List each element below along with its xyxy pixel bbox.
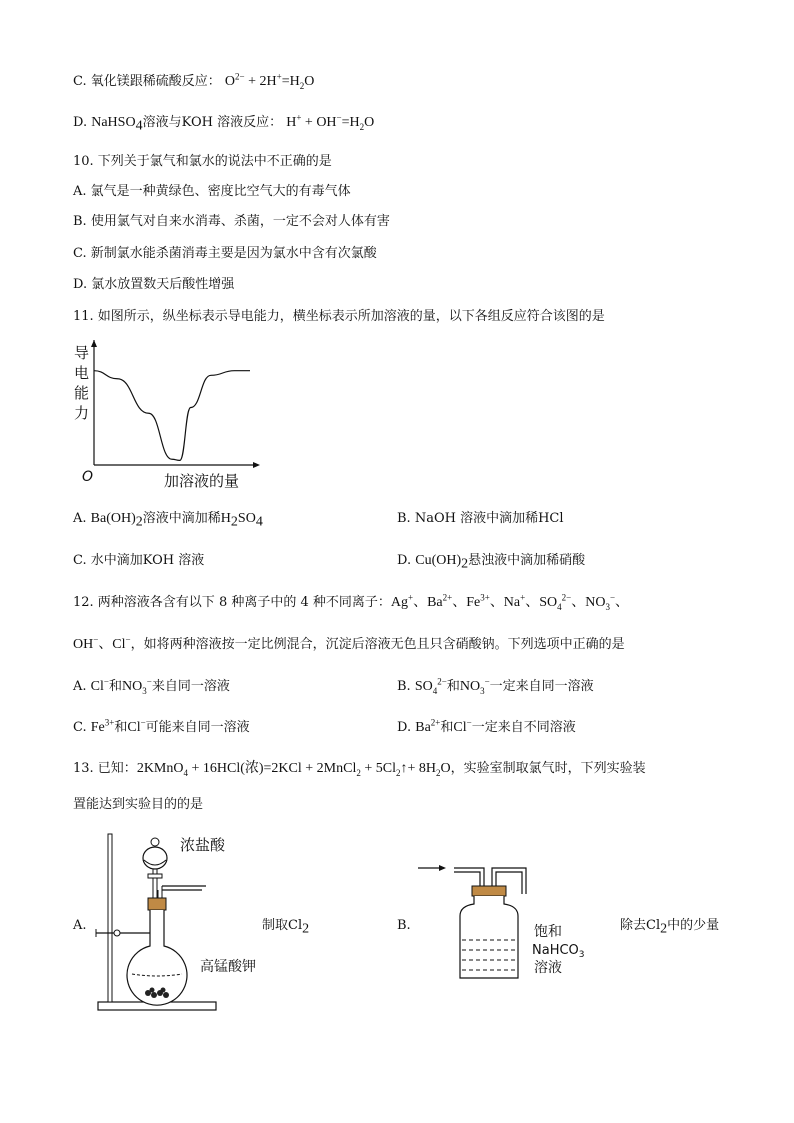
q13-apparatus-b — [414, 858, 604, 988]
q12-option-c: C. $Fe^{3+}$和Cl−可能来自同一溶液 — [73, 717, 250, 735]
q9-option-d-equation: $H^+ + OH^-=H_2O$ — [286, 112, 375, 132]
stand-rod — [108, 834, 112, 1002]
q12-option-a: A. Cl−和$NO_3^-$来自同一溶液 — [73, 676, 230, 696]
liquid-label-line2: NaHCO$_3$ — [532, 943, 585, 960]
q12-stem-line2: OH−、Cl−，如将两种溶液按一定比例混合，沉淀后溶液无色且只含硝酸钠。下列选项中正确的是 — [73, 634, 625, 652]
q13-option-a-caption: 制取$Cl_2$ — [262, 918, 310, 937]
q13-stem-line2: 置能达到实验目的的是 — [73, 797, 204, 812]
y-axis-arrow — [91, 340, 97, 347]
q10-option-c: C. 新制氯水能杀菌消毒主要是因为氯水中含有次氯酸 — [73, 246, 377, 261]
bottle-stopper — [472, 886, 506, 896]
y-axis-label — [74, 344, 89, 422]
x-axis-label: 加溶液的量 — [164, 472, 240, 490]
svg-text:力: 力 — [74, 404, 90, 422]
x-axis-arrow — [253, 462, 260, 468]
q11-option-a: A. $Ba(OH)_2$溶液中滴加稀$H_2SO_4$ — [73, 511, 263, 530]
origin-label: O — [82, 469, 94, 485]
q9-option-c-text: 氧化镁跟稀硫酸反应： — [90, 74, 221, 89]
q12-option-d: D. $Ba^{2+}$和Cl−一定来自不同溶液 — [397, 717, 576, 735]
q9-option-c: C. 氧化镁跟稀硫酸反应： $O^{2-} + 2H^+=H_2O$ — [73, 71, 315, 91]
q9-option-c-equation: $O^{2-} + 2H^+=H_2O$ — [224, 71, 315, 91]
conductivity-curve — [94, 371, 250, 461]
svg-text:能: 能 — [74, 384, 90, 402]
q11-option-c: C. 水中滴加KOH 溶液 — [73, 553, 205, 568]
gas-arrow-head — [439, 865, 446, 871]
separatory-funnel-stopper — [151, 838, 159, 846]
q11-conductivity-chart — [70, 340, 270, 495]
gas-washing-bottle — [460, 896, 518, 978]
q10-stem: 10. 下列关于氯气和氯水的说法中不正确的是 — [73, 154, 332, 169]
q12-stem-line1: 12. 两种溶液各含有以下 8 种离子中的 4 种不同离子：Ag+、$Ba^{2+}$、$Fe^{3+}$、Na+、$SO_4^{2-}$、$NO_3^-$、 — [73, 592, 630, 612]
liquid-label-line1: 饱和 — [534, 924, 562, 940]
q11-option-b: B. NaOH 溶液中滴加稀HCl — [397, 511, 564, 526]
reagent-top-label: 浓盐酸 — [180, 836, 226, 854]
q11-option-d: D. $Cu(OH)_2$悬浊液中滴加稀硝酸 — [397, 553, 586, 572]
q12-option-b: B. $SO_4^{2-}$和$NO_3^-$一定来自同一溶液 — [397, 676, 594, 696]
flask-stopper — [148, 898, 166, 910]
svg-text:电: 电 — [74, 364, 90, 382]
q13-option-b-label: B. — [397, 918, 411, 933]
liquid-label-line3: 溶液 — [534, 960, 562, 976]
clamp-screw — [114, 930, 120, 936]
q11-stem: 11. 如图所示，纵坐标表示导电能力，横坐标表示所加溶液的量，以下各组反应符合该图的是 — [73, 309, 605, 324]
round-bottom-flask — [127, 910, 187, 1005]
delivery-tube — [162, 886, 206, 890]
stopcock — [148, 874, 162, 878]
q13-option-b-caption: 除去$Cl_2$中的少量 — [620, 918, 720, 937]
q10-option-a: A. 氯气是一种黄绿色、密度比空气大的有毒气体 — [73, 184, 351, 199]
q10-option-d: D. 氯水放置数天后酸性增强 — [73, 277, 235, 292]
delivery-tube-down — [158, 886, 162, 898]
q9-option-d: D. NaHSO$_4$溶液与KOH 溶液反应： $H^+ + OH^-=H_2O$ — [73, 112, 375, 134]
q13-apparatus-a — [92, 828, 272, 1018]
q13-stem-line1: 13. 已知：2KMnO$_4$ + 16HCl(浓)=2KCl + 2MnCl$_2$ + $5Cl_2↑+ 8H_2O$，实验室制取氯气时，下列实验装 — [73, 761, 646, 778]
q10-option-b: B. 使用氯气对自来水消毒、杀菌，一定不会对人体有害 — [73, 214, 390, 229]
reagent-bottom-label: 高锰酸钾 — [200, 959, 256, 975]
q13-option-a-label: A. — [73, 918, 87, 933]
svg-text:导: 导 — [74, 344, 90, 362]
separatory-funnel — [143, 847, 167, 869]
